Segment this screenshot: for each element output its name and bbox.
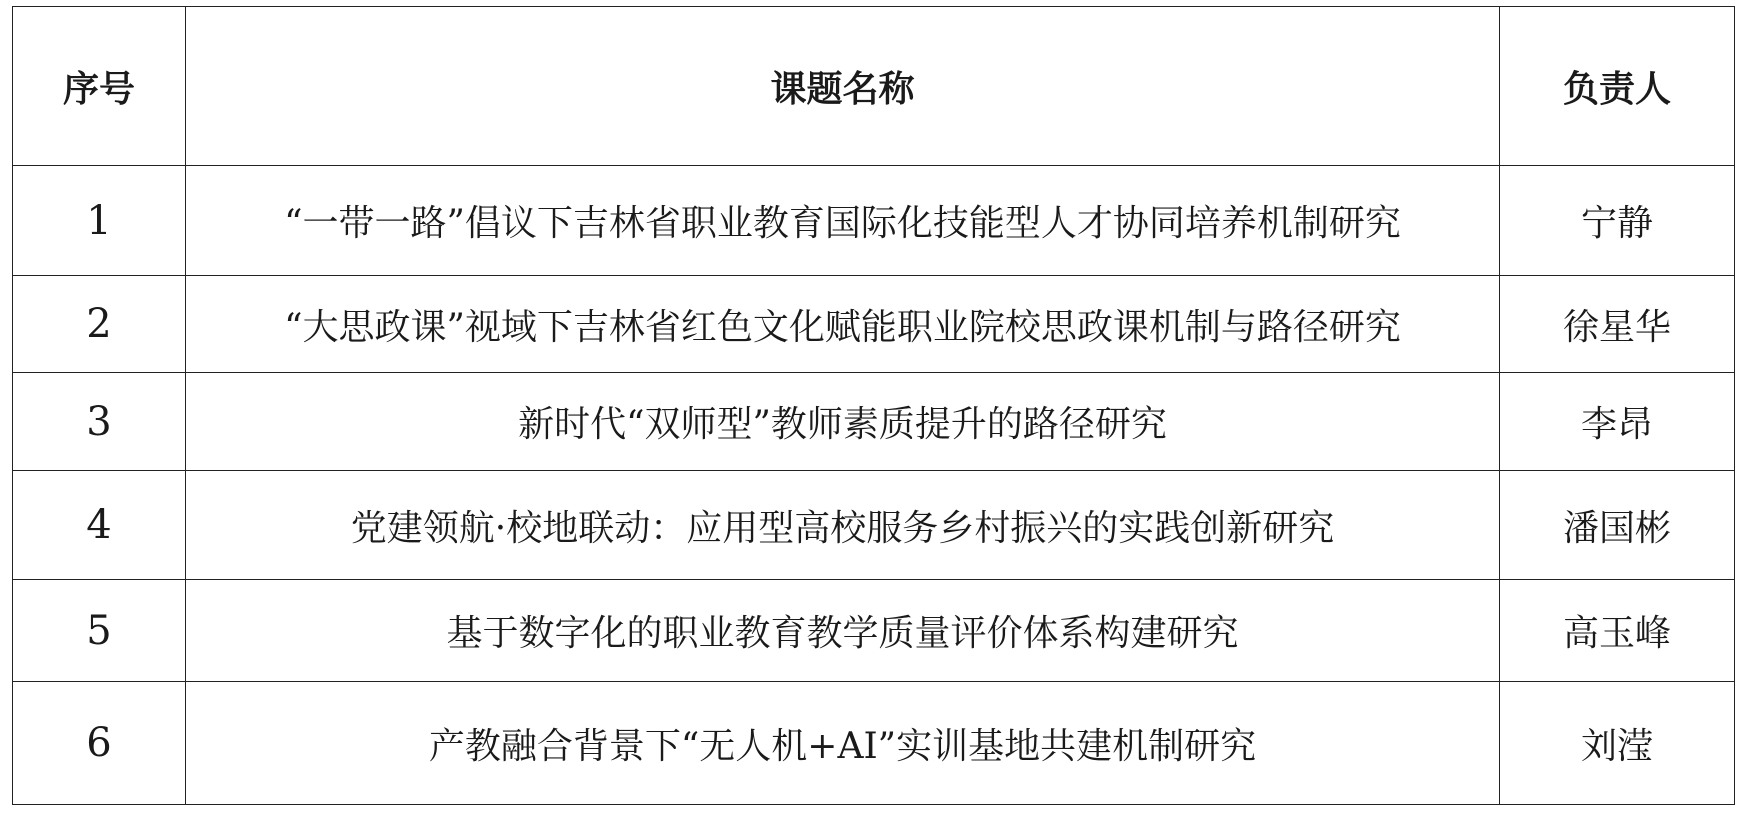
row-title: 产教融合背景下“无人机+AI”实训基地共建机制研究 [186,682,1500,805]
header-lead: 负责人 [1500,7,1735,166]
row-title: “大思政课”视域下吉林省红色文化赋能职业院校思政课机制与路径研究 [186,276,1500,373]
row-lead: 潘国彬 [1500,471,1735,580]
row-title: 党建领航·校地联动：应用型高校服务乡村振兴的实践创新研究 [186,471,1500,580]
row-lead: 刘滢 [1500,682,1735,805]
row-serial: 5 [13,580,186,682]
row-lead: 宁静 [1500,166,1735,276]
row-serial: 4 [13,471,186,580]
row-serial: 6 [13,682,186,805]
row-serial: 3 [13,373,186,471]
row-lead: 高玉峰 [1500,580,1735,682]
row-title: 基于数字化的职业教育教学质量评价体系构建研究 [186,580,1500,682]
row-lead: 徐星华 [1500,276,1735,373]
table-row [13,373,1735,471]
table-row [13,471,1735,580]
table-row [13,166,1735,276]
table-row [13,580,1735,682]
row-lead: 李昂 [1500,373,1735,471]
header-serial: 序号 [13,7,186,166]
table-row [13,682,1735,805]
table-header-row [13,7,1735,166]
row-title: “一带一路”倡议下吉林省职业教育国际化技能型人才协同培养机制研究 [186,166,1500,276]
project-table [12,6,1735,805]
header-title: 课题名称 [186,7,1500,166]
row-serial: 2 [13,276,186,373]
row-title: 新时代“双师型”教师素质提升的路径研究 [186,373,1500,471]
row-serial: 1 [13,166,186,276]
table-row [13,276,1735,373]
